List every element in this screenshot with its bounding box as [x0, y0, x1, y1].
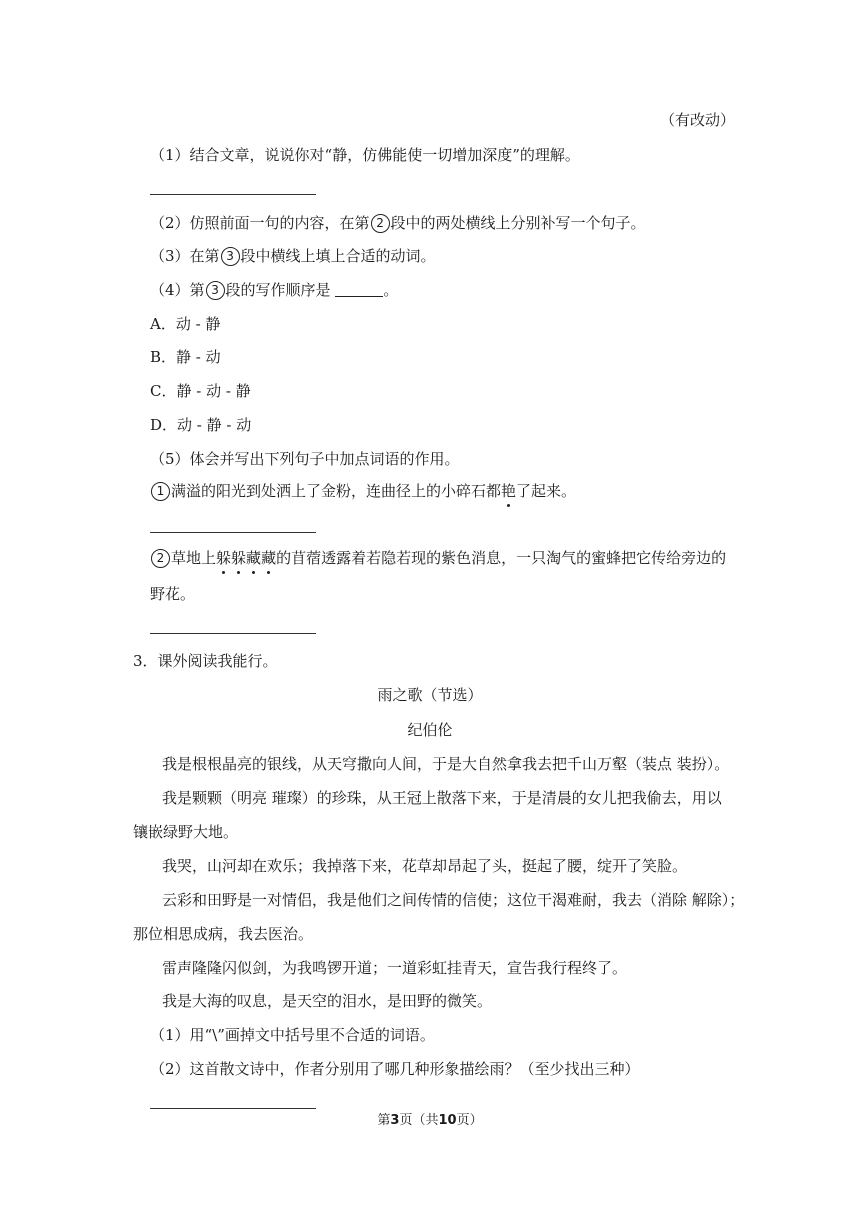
answer-line[interactable] [150, 194, 316, 195]
poem-paragraph: 我是大海的叹息，是天空的泪水，是田野的微笑。 [162, 992, 493, 1010]
sentence-2: 2 草地上躲躲藏藏的苜蓿透露着若隐若现的紫色消息，一只淘气的蜜蜂把它传给旁边的 [150, 548, 726, 568]
circled-number: 2 [371, 214, 390, 233]
circled-number: 3 [206, 281, 225, 300]
page-footer: 第3页（共10页） [377, 1113, 483, 1128]
question-2: （2）仿照前面一句的内容，在第 2 段中的两处横线上分别补写一个句子。 [150, 214, 646, 232]
option-a[interactable]: A．动 - 静 [150, 315, 221, 333]
poem-question-1: （1）用“\”画掉文中括号里不合适的词语。 [150, 1026, 435, 1044]
dotted-word: 藏 [246, 549, 262, 567]
section-title: 3．课外阅读我能行。 [133, 652, 278, 670]
question-4: （4）第 3 段的写作顺序是 。 [150, 281, 399, 299]
option-d[interactable]: D．动 - 静 - 动 [150, 416, 252, 434]
poem-title: 雨之歌（节选） [377, 686, 483, 704]
poem-author: 纪伯伦 [407, 721, 453, 739]
total-pages: 10 [438, 1113, 457, 1128]
poem-question-2: （2）这首散文诗中，作者分别用了哪几种形象描绘雨？（至少找出三种） [150, 1060, 640, 1078]
option-c[interactable]: C．静 - 动 - 静 [150, 382, 251, 400]
poem-paragraph: 我是根根晶亮的银线，从天穹撒向人间，于是大自然拿我去把千山万壑（装点 装扮）。 [162, 755, 730, 773]
question-5: （5）体会并写出下列句子中加点词语的作用。 [150, 450, 460, 468]
page-number: 3 [390, 1113, 400, 1128]
source-note: （有改动） [660, 111, 736, 129]
question-3: （3）在第 3 段中横线上填上合适的动词。 [150, 247, 436, 265]
poem-paragraph: 那位相思成病，我去医治。 [133, 925, 314, 943]
poem-paragraph: 雷声隆隆闪似剑，为我鸣锣开道；一道彩虹挂青天，宣告我行程终了。 [162, 959, 628, 977]
answer-line[interactable] [150, 1108, 316, 1109]
dotted-word: 艳 [501, 482, 517, 500]
dotted-word: 躲 [216, 549, 232, 567]
poem-paragraph: 镶嵌绿野大地。 [133, 823, 239, 841]
sentence-1: 1 满溢的阳光到处洒上了金粉，连曲径上的小碎石都艳了起来。 [150, 481, 576, 501]
dotted-word: 藏 [261, 549, 277, 567]
answer-line[interactable] [150, 633, 316, 634]
circled-number: 2 [151, 549, 170, 568]
dotted-word: 躲 [231, 549, 247, 567]
circled-number: 3 [221, 247, 240, 266]
sentence-2-line2: 野花。 [150, 585, 196, 603]
option-b[interactable]: B．静 - 动 [150, 348, 221, 366]
question-1: （1）结合文章，说说你对“静，仿佛能使一切增加深度”的理解。 [150, 146, 580, 164]
poem-paragraph: 我哭，山河却在欢乐；我掉落下来，花草却昂起了头，挺起了腰，绽开了笑脸。 [162, 857, 688, 875]
fill-blank[interactable] [335, 282, 383, 297]
poem-paragraph: 我是颗颗（明亮 璀璨）的珍珠，从王冠上散落下来，于是清晨的女儿把我偷去，用以 [162, 789, 722, 807]
answer-line[interactable] [150, 532, 316, 533]
poem-paragraph: 云彩和田野是一对情侣，我是他们之间传情的信使；这位干渴难耐，我去（消除 解除）； [162, 891, 745, 909]
circled-number: 1 [151, 482, 170, 501]
